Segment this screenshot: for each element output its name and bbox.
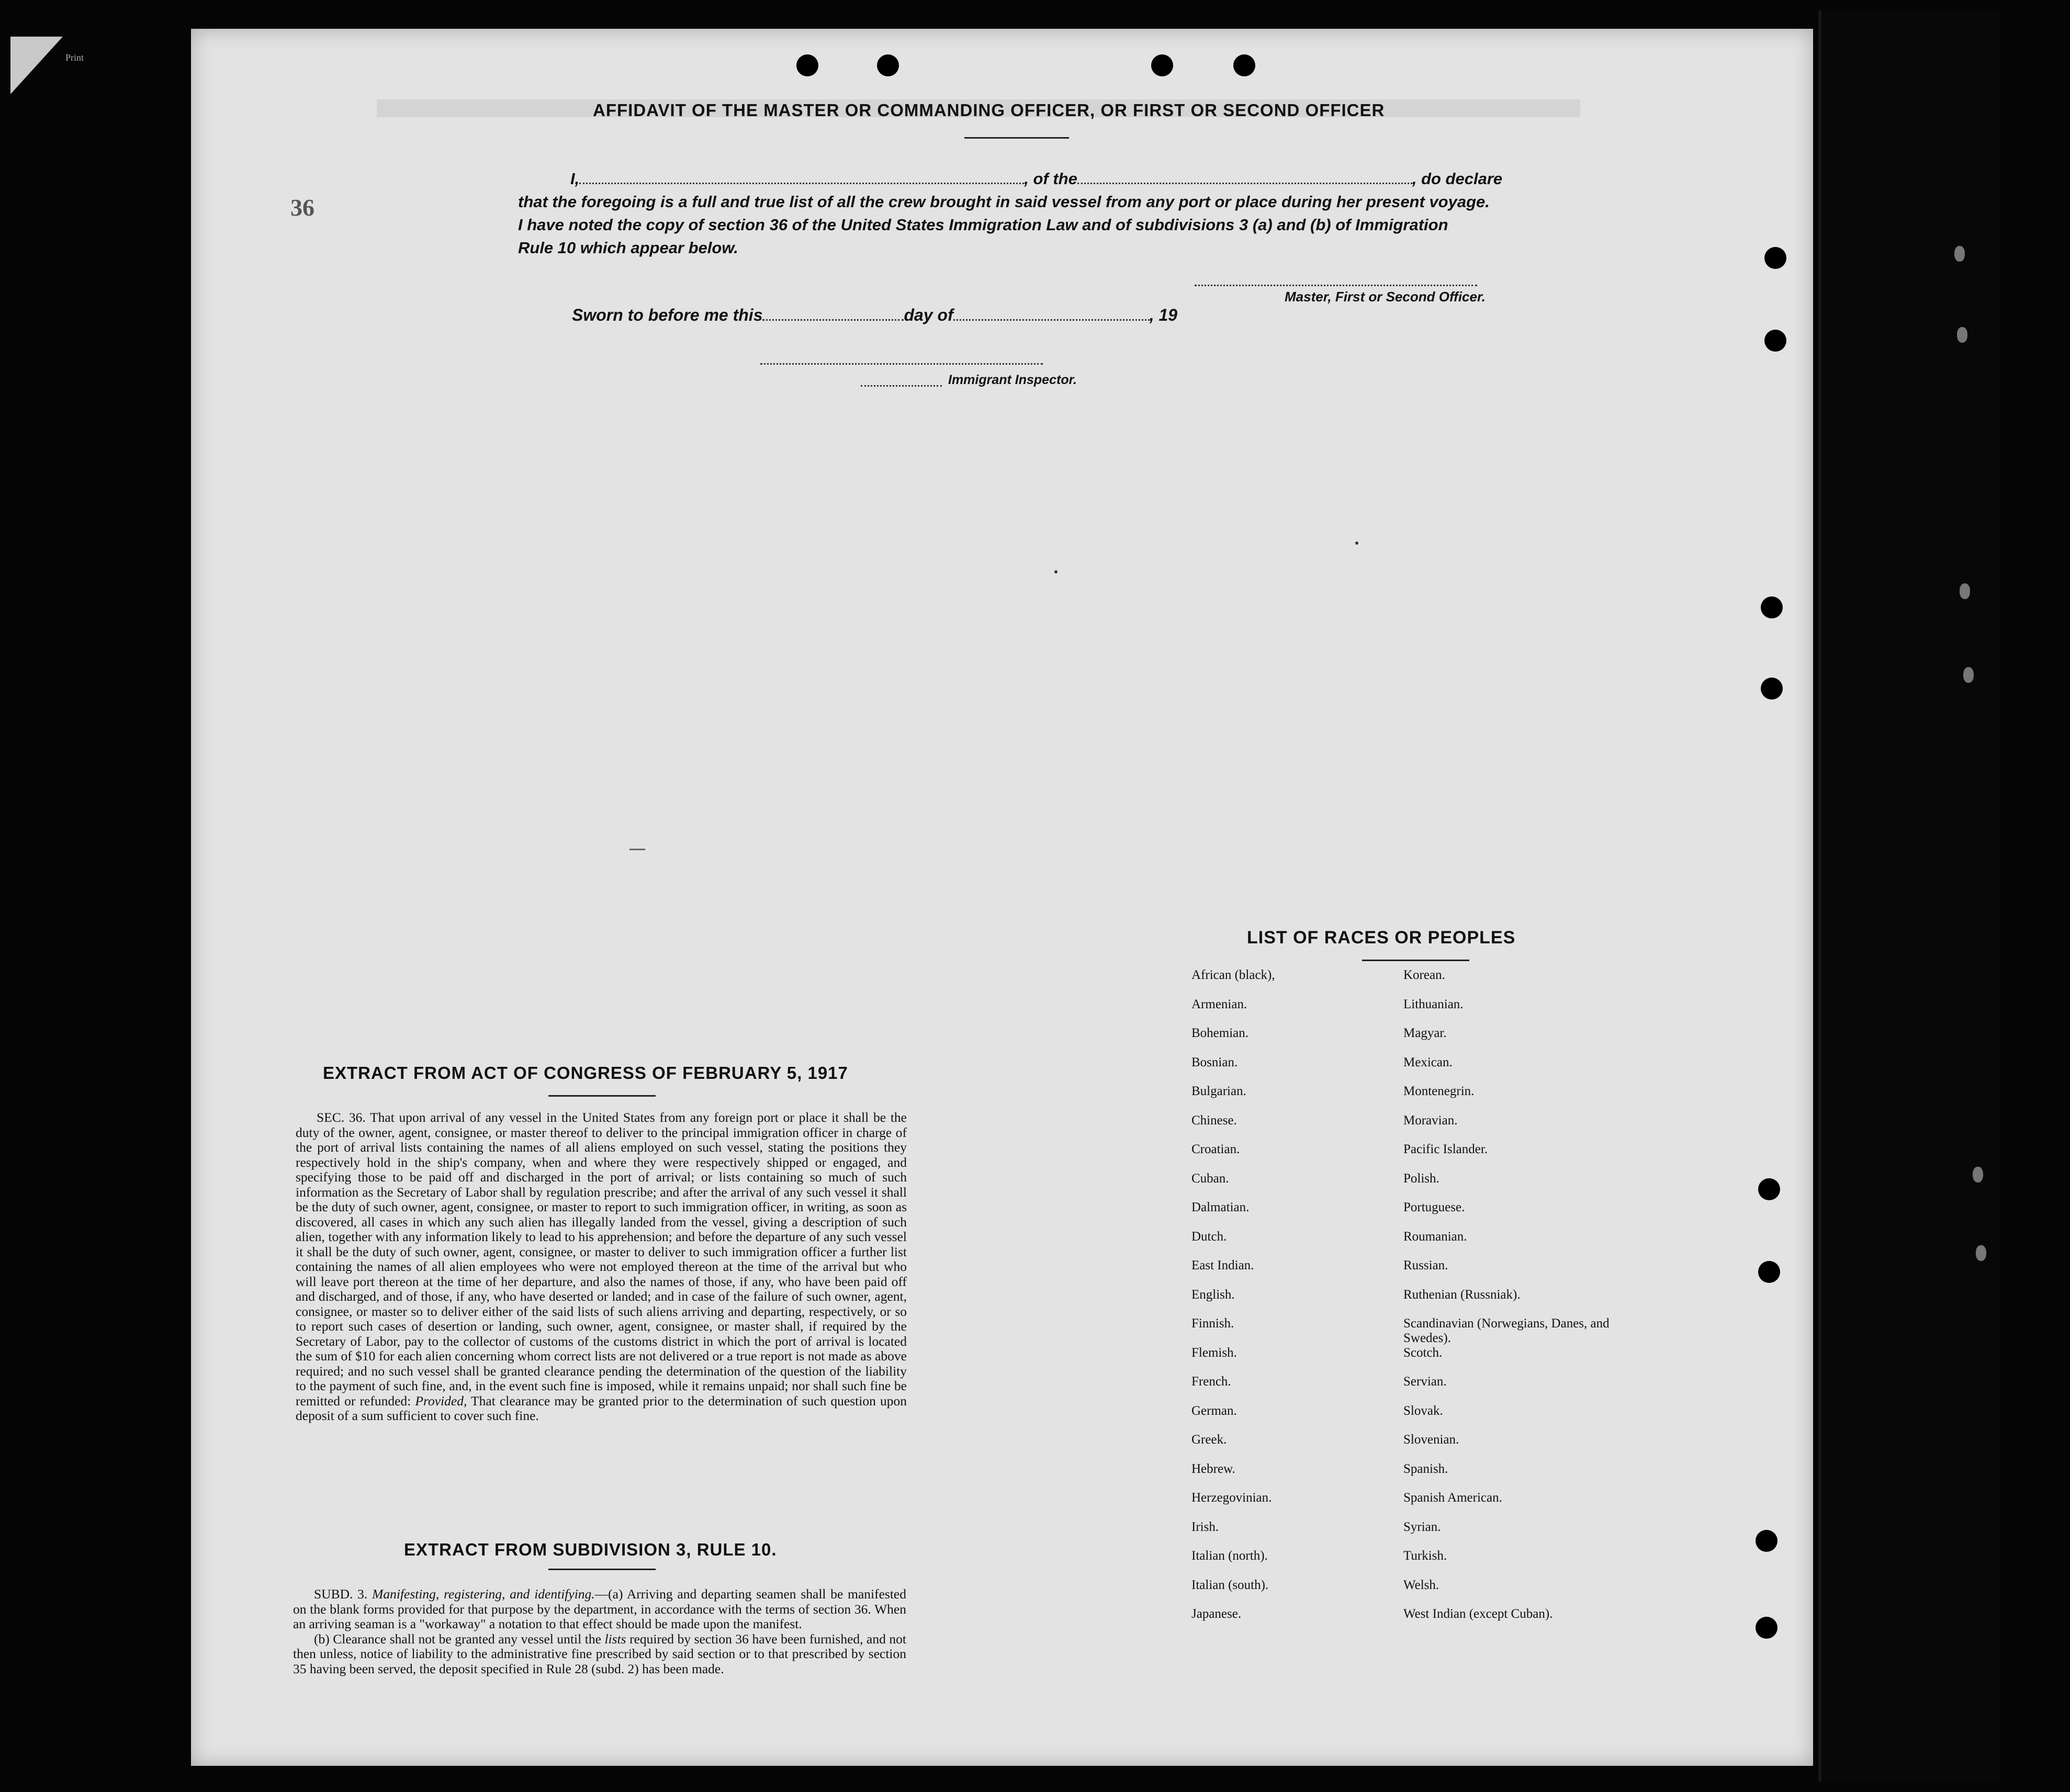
race-item: Bosnian. bbox=[1191, 1055, 1238, 1069]
race-item: East Indian. bbox=[1191, 1258, 1254, 1272]
punch-hole bbox=[1151, 54, 1173, 76]
margin-number: 36 bbox=[290, 194, 314, 221]
vessel-blank[interactable] bbox=[1077, 175, 1412, 184]
race-item: Welsh. bbox=[1403, 1577, 1439, 1592]
section-lead: SEC. 36. bbox=[317, 1110, 366, 1125]
punch-hole bbox=[796, 54, 818, 76]
race-item: Spanish. bbox=[1403, 1461, 1448, 1476]
race-item: Irish. bbox=[1191, 1519, 1219, 1534]
races-title: LIST OF RACES OR PEOPLES bbox=[1247, 928, 1516, 948]
race-item: Spanish American. bbox=[1403, 1491, 1502, 1505]
race-item: Mexican. bbox=[1403, 1055, 1453, 1069]
film-hole bbox=[1963, 667, 1974, 683]
affidavit-line-1 bbox=[518, 167, 1512, 190]
punch-hole bbox=[1764, 330, 1786, 352]
day-of-label: day of bbox=[904, 306, 953, 324]
race-item: Chinese. bbox=[1191, 1113, 1237, 1128]
inspector-label: Immigrant Inspector. bbox=[948, 373, 1077, 387]
race-item: Dalmatian. bbox=[1191, 1200, 1250, 1214]
subd-emphasis: Manifesting, registering, and identifying. bbox=[372, 1586, 595, 1602]
rule-extract-title: EXTRACT FROM SUBDIVISION 3, RULE 10. bbox=[404, 1540, 777, 1559]
races-title-rule bbox=[1362, 960, 1469, 961]
race-item: Dutch. bbox=[1191, 1229, 1227, 1244]
race-item: Montenegrin. bbox=[1403, 1084, 1475, 1098]
race-item: Croatian. bbox=[1191, 1142, 1240, 1156]
race-item: Scotch. bbox=[1403, 1345, 1443, 1360]
punch-hole bbox=[1761, 596, 1783, 618]
race-item: German. bbox=[1191, 1403, 1237, 1418]
corner-text: Print bbox=[65, 52, 84, 63]
race-item: Lithuanian. bbox=[1403, 997, 1464, 1011]
race-item: Bulgarian. bbox=[1191, 1084, 1246, 1098]
race-item: Cuban. bbox=[1191, 1171, 1229, 1186]
race-item: West Indian (except Cuban). bbox=[1403, 1607, 1553, 1621]
race-item: Polish. bbox=[1403, 1171, 1439, 1186]
race-item: Turkish. bbox=[1403, 1549, 1447, 1563]
sworn-line bbox=[572, 306, 1177, 325]
film-hole bbox=[1957, 327, 1967, 343]
race-item: Greek. bbox=[1191, 1433, 1227, 1447]
race-item: French. bbox=[1191, 1374, 1231, 1389]
film-hole bbox=[1973, 1167, 1983, 1182]
act-extract-title: EXTRACT FROM ACT OF CONGRESS OF FEBRUARY 5, 1917 bbox=[323, 1063, 848, 1083]
rule-extract-text bbox=[293, 1587, 906, 1676]
race-item: Japanese. bbox=[1191, 1607, 1242, 1621]
i-label: I, bbox=[570, 170, 580, 188]
subd-para-2b: required by section 36 have been furnished, and not then unless, notice of liability to the administrative fine prescribed by said section or to that prescribed by section 35 having been served, the deposit specified in Rule 28 (subd. 2) has been made. bbox=[293, 1631, 906, 1676]
film-edge-strip bbox=[1818, 10, 1999, 1782]
race-item: Slovak. bbox=[1403, 1403, 1443, 1418]
race-item: Magyar. bbox=[1403, 1026, 1447, 1040]
punch-hole bbox=[1761, 678, 1783, 700]
inspector-short-blank[interactable] bbox=[861, 378, 942, 387]
race-item: Slovenian. bbox=[1403, 1433, 1459, 1447]
races-right-column bbox=[1403, 968, 1613, 1636]
inspector-blank[interactable] bbox=[760, 356, 1043, 365]
race-item: Moravian. bbox=[1403, 1113, 1458, 1128]
race-item: Servian. bbox=[1403, 1374, 1447, 1389]
speck bbox=[1355, 542, 1358, 545]
race-item: Herzegovinian. bbox=[1191, 1491, 1272, 1505]
act-title-rule bbox=[548, 1095, 656, 1097]
race-item: Armenian. bbox=[1191, 997, 1247, 1011]
lists-word: lists bbox=[604, 1631, 626, 1647]
punch-hole bbox=[1756, 1617, 1778, 1639]
subd-para-1: —(a) Arriving and departing seamen shall be manifested on the blank forms provided for that purpose by the department, in accordance with the terms of section 36. When an arriving seaman is a "workaway" a notation to that effect should be made upon the manifest. bbox=[293, 1586, 906, 1631]
affidavit-title: AFFIDAVIT OF THE MASTER OR COMMANDING OFFICER, OR FIRST OR SECOND OFFICER bbox=[593, 100, 1385, 120]
race-item: Finnish. bbox=[1191, 1316, 1234, 1331]
film-hole bbox=[1960, 583, 1970, 599]
signer-label: Master, First or Second Officer. bbox=[1285, 289, 1486, 305]
punch-hole bbox=[1758, 1261, 1780, 1283]
act-extract-text bbox=[296, 1110, 907, 1424]
race-item: Korean. bbox=[1403, 968, 1445, 982]
film-hole bbox=[1954, 246, 1965, 262]
subd-para-2a: (b) Clearance shall not be granted any vessel until the bbox=[314, 1631, 601, 1647]
race-item: Italian (south). bbox=[1191, 1577, 1269, 1592]
race-item: Russian. bbox=[1403, 1258, 1448, 1272]
race-item: Scandinavian (Norwegians, Danes, and Swedes). bbox=[1403, 1316, 1610, 1345]
race-item: Ruthenian (Russniak). bbox=[1403, 1287, 1521, 1302]
affidavit-body bbox=[518, 167, 1512, 260]
race-item: Syrian. bbox=[1403, 1519, 1441, 1534]
year-label: , 19 bbox=[1149, 306, 1178, 324]
subd-lead: SUBD. 3. bbox=[314, 1586, 368, 1602]
title-rule bbox=[964, 137, 1069, 139]
race-item: Portuguese. bbox=[1403, 1200, 1465, 1214]
section-tail: That clearance may be granted prior to the determination of such question upon deposit of a sum sufficient to cover such fine. bbox=[296, 1393, 907, 1423]
speck bbox=[629, 849, 645, 850]
affidavit-line-2: that the foregoing is a full and true list of all the crew brought in said vessel from any port or place during her present voyage. bbox=[518, 193, 1490, 211]
race-item: Hebrew. bbox=[1191, 1461, 1235, 1476]
race-item: English. bbox=[1191, 1287, 1235, 1302]
punch-hole bbox=[1233, 54, 1255, 76]
film-hole bbox=[1976, 1245, 1986, 1261]
race-item: African (black), bbox=[1191, 968, 1275, 982]
do-declare-label: , do declare bbox=[1412, 170, 1503, 188]
affidavit-line-4: Rule 10 which appear below. bbox=[518, 239, 738, 257]
race-item: Flemish. bbox=[1191, 1345, 1237, 1360]
race-item: Roumanian. bbox=[1403, 1229, 1467, 1244]
section-text: That upon arrival of any vessel in the United States from any foreign port or place it shall be the duty of the owner, agent, consignee, or master thereof to deliver to the principal immigration officer in charge of the port of arrival lists containing the names of all aliens employed on such vessel, stating the positions they respectively hold in the ship's company, when and where they were respectively shipped or engaged, and specifying those to be paid off and discharged in the port of arrival; or lists containing so much of such information as the Secretary of Labor shall by regulation prescribe; and after the arrival of any such vessel it shall be the duty of such owner, agent, consignee, or master to report to such immigration officer, in writing, as soon as discovered, all cases in which any such alien has illegally landed from the vessel, giving a description of such alien, together with any information likely to lead to his apprehension; and before the departure of any such vessel it shall be the duty of such owner, agent, consignee, or master to deliver to such immigration officer a further list containing the names of all alien employees who were not employed thereon at the time of the arrival but who will leave port thereon at the time of her departure, and also the names of those, if any, who have been paid off and discharged, and of those, if any, who have deserted or landed; and in case of the failure of such owner, agent, consignee, or master so to deliver either of the said lists of such aliens arriving and departing, respectively, or so to report such cases of desertion or landing, such owner, agent, consignee, or master shall, if required by the Secretary of Labor, pay to the collector of customs of the customs district in which the port of arrival is located the sum of $10 for each alien concerning whom correct lists are not delivered or a true report is not made as above required; and no such vessel shall be granted clearance pending the determination of the question of the liability to the payment of such fine, and, in the event such fine is imposed, while it remains unpaid; nor shall such fine be remitted or refunded: bbox=[296, 1110, 907, 1408]
affidavit-line-3: I have noted the copy of section 36 of the United States Immigration Law and of subdivisions 3 (a) and (b) of Immigration bbox=[518, 216, 1448, 234]
punch-hole bbox=[1764, 247, 1786, 269]
name-blank[interactable] bbox=[579, 175, 1024, 184]
race-item: Italian (north). bbox=[1191, 1549, 1268, 1563]
punch-hole bbox=[1758, 1178, 1780, 1200]
signature-blank[interactable] bbox=[1195, 277, 1477, 286]
folded-corner bbox=[10, 37, 63, 94]
speck bbox=[1054, 570, 1058, 573]
race-item: Bohemian. bbox=[1191, 1026, 1249, 1040]
sworn-day-blank[interactable] bbox=[762, 312, 904, 321]
rule-title-rule bbox=[548, 1569, 656, 1570]
sworn-label: Sworn to before me this bbox=[572, 306, 763, 324]
punch-hole bbox=[877, 54, 899, 76]
of-the-label: , of the bbox=[1024, 170, 1077, 188]
race-item: Pacific Islander. bbox=[1403, 1142, 1488, 1156]
sworn-month-blank[interactable] bbox=[953, 312, 1150, 321]
punch-hole bbox=[1756, 1530, 1778, 1552]
provided-word: Provided, bbox=[415, 1393, 467, 1408]
races-left-column bbox=[1191, 968, 1411, 1636]
